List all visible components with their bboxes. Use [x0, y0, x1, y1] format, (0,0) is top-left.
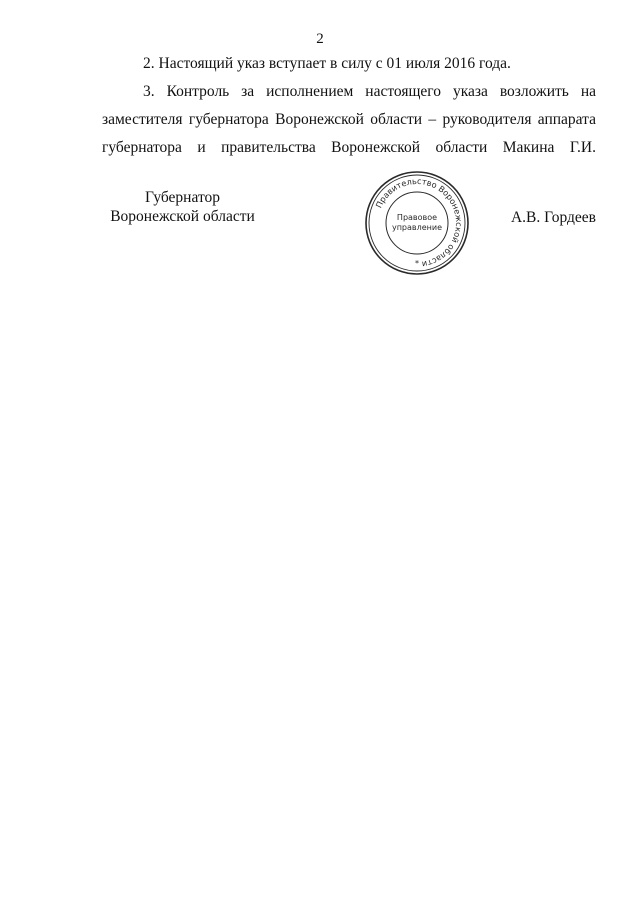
seal-star-icon: * [415, 259, 419, 268]
official-seal [364, 170, 470, 276]
seal-center-line2: управление [391, 223, 443, 232]
signatory-position-line2: Воронежской области [110, 208, 255, 225]
seal-center-line1: Правовое [396, 213, 438, 222]
seal-ring-text: Правительство Воронежской области [373, 175, 465, 270]
signatory-name: А.В. Гордеев [510, 209, 596, 226]
signatory-position-line1: Губернатор [144, 189, 221, 206]
signatory-position [100, 188, 265, 226]
paragraph-2: 2. Настоящий указ вступает в силу с 01 июля 2016 года. [143, 55, 511, 72]
page-number: 2 [316, 31, 324, 47]
paragraph-3: 3. Контроль за исполнением настоящего указа возложить на заместителя губернатора Воронежской области – руководителя аппарата губернатора и правительства Воронежской области Макина Г.И. [102, 83, 596, 156]
